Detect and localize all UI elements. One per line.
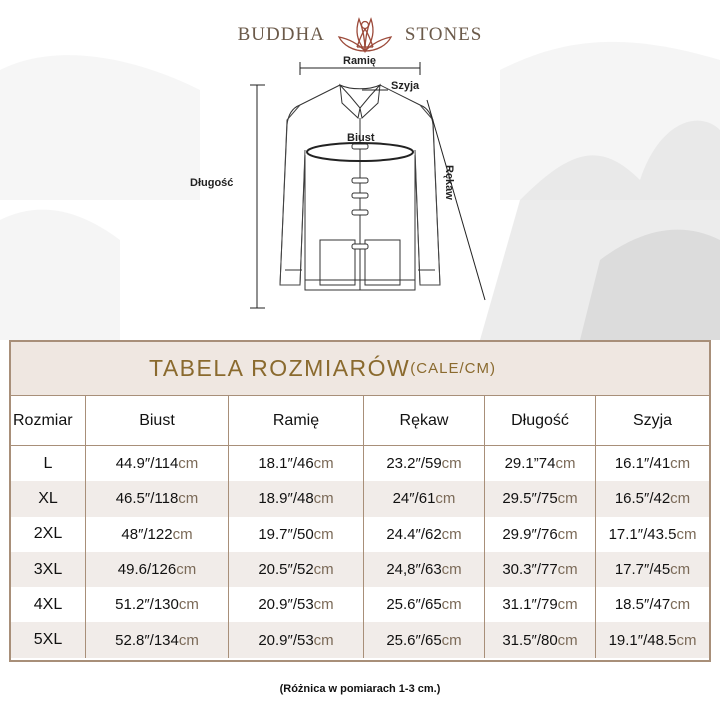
cell-value: 46.5″/118 [115, 490, 179, 508]
unit-label: cm [441, 525, 462, 543]
size-cell [11, 622, 86, 657]
cell-value: 20.9″/53 [258, 596, 314, 614]
measurement-cell [364, 517, 485, 552]
unit-label: cm [441, 561, 462, 579]
measurement-cell [485, 481, 596, 516]
cell-value: 25.6″/65 [386, 596, 442, 614]
cell-value: 29.1”74 [504, 455, 556, 473]
measurement-cell [86, 517, 229, 552]
measurement-cell [364, 446, 485, 481]
measurement-cell [229, 481, 364, 516]
unit-label: cm [441, 455, 462, 473]
brand-name-right: STONES [404, 24, 483, 45]
unit-label: cm [555, 455, 576, 473]
size-cell [11, 587, 86, 622]
unit-label: cm [313, 490, 334, 508]
size-cell [11, 552, 86, 587]
measurement-cell [596, 552, 709, 587]
measurement-cell [596, 622, 709, 657]
measurement-cell [364, 552, 485, 587]
cell-value: 17.1″/43.5 [608, 525, 677, 543]
cell-value: 2XL [33, 525, 63, 543]
measurement-cell [229, 552, 364, 587]
measurement-cell [364, 587, 485, 622]
measurement-cell [485, 587, 596, 622]
unit-label: cm [313, 455, 334, 473]
measurement-cell [229, 587, 364, 622]
cell-value: XL [38, 489, 58, 507]
cell-value: 3XL [33, 560, 63, 578]
cell-value: L [43, 454, 53, 472]
cell-value: 29.5″/75 [502, 490, 558, 508]
unit-label: cm [557, 631, 578, 649]
unit-label: cm [441, 596, 462, 614]
measurement-cell [364, 481, 485, 516]
cell-value: 44.9″/114 [115, 455, 179, 473]
cell-value: 18.5″/47 [614, 596, 671, 614]
length-label: Długość [190, 177, 234, 189]
cell-value: 18.1″/46 [258, 455, 314, 473]
bust-label: Biust [347, 132, 375, 144]
cell-value: 25.6″/65 [386, 631, 442, 649]
size-cell [11, 481, 86, 516]
unit-label: cm [557, 596, 578, 614]
cell-value: 24.4″/62 [386, 525, 442, 543]
size-cell [11, 517, 86, 552]
unit-label: cm [176, 561, 197, 579]
cell-value: 30.3″/77 [502, 561, 558, 579]
unit-label: cm [435, 490, 456, 508]
cell-value: 20.5″/52 [258, 561, 314, 579]
unit-label: cm [178, 490, 199, 508]
table-title-band [11, 342, 709, 396]
header-cell: Rękaw [364, 396, 485, 446]
table-title-unit: (CALE/CM) [410, 360, 496, 377]
unit-label: cm [441, 631, 462, 649]
unit-label: cm [676, 631, 697, 649]
cell-value: 19.1″/48.5 [608, 631, 677, 649]
unit-label: cm [670, 490, 691, 508]
measurement-cell [86, 481, 229, 516]
brand-name-left: BUDDHA [237, 24, 325, 45]
measurement-cell [596, 517, 709, 552]
neck-label: Szyja [391, 80, 420, 92]
cell-value: 16.5″/42 [614, 490, 671, 508]
cell-value: 51.2″/130 [115, 596, 179, 614]
cell-value: 18.9″/48 [258, 490, 314, 508]
unit-label: cm [670, 455, 691, 473]
unit-label: cm [557, 561, 578, 579]
header-cell: Rozmiar [11, 396, 86, 446]
measurement-cell [596, 446, 709, 481]
header-cell: Biust [86, 396, 229, 446]
cell-value: 20.9″/53 [258, 631, 314, 649]
unit-label: cm [178, 631, 199, 649]
measurement-note: (Różnica w pomiarach 1-3 cm.) [279, 683, 441, 695]
cell-value: 29.9″/76 [502, 525, 558, 543]
measurement-cell [596, 587, 709, 622]
unit-label: cm [313, 631, 334, 649]
unit-label: cm [676, 525, 697, 543]
unit-label: cm [670, 561, 691, 579]
unit-label: cm [557, 490, 578, 508]
unit-label: cm [178, 596, 199, 614]
cell-value: 52.8″/134 [115, 631, 179, 649]
unit-label: cm [313, 596, 334, 614]
measurement-cell [229, 446, 364, 481]
measurement-cell [86, 552, 229, 587]
cell-value: 31.1″/79 [502, 596, 558, 614]
unit-label: cm [313, 561, 334, 579]
measurement-cell [86, 587, 229, 622]
measurement-cell [485, 622, 596, 657]
cell-value: 19.7″/50 [258, 525, 314, 543]
jacket-diagram [0, 0, 720, 340]
table-body [11, 446, 709, 658]
size-cell [11, 446, 86, 481]
header-cell: Ramię [229, 396, 364, 446]
cell-value: 24″/61 [392, 490, 436, 508]
header-cell: Długość [485, 396, 596, 446]
cell-value: 24,8″/63 [386, 561, 442, 579]
cell-value: 23.2″/59 [386, 455, 442, 473]
cell-value: 31.5″/80 [502, 631, 558, 649]
unit-label: cm [670, 596, 691, 614]
measurement-cell [596, 481, 709, 516]
size-chart-table [9, 340, 711, 662]
cell-value: 4XL [33, 595, 63, 613]
unit-label: cm [313, 525, 334, 543]
cell-value: 49.6/126 [117, 561, 177, 579]
unit-label: cm [172, 525, 193, 543]
shoulder-label: Ramię [343, 55, 377, 67]
measurement-cell [485, 552, 596, 587]
cell-value: 5XL [33, 631, 63, 649]
cell-value: 17.7″/45 [614, 561, 671, 579]
table-title: TABELA ROZMIARÓW [149, 355, 411, 381]
measurement-cell [86, 622, 229, 657]
measurement-cell [229, 622, 364, 657]
cell-value: 16.1″/41 [614, 455, 671, 473]
sleeve-label: Rękaw [443, 165, 455, 200]
unit-label: cm [178, 455, 199, 473]
measurement-cell [364, 622, 485, 657]
unit-label: cm [557, 525, 578, 543]
header-cell: Szyja [596, 396, 709, 446]
table-header-row [11, 396, 709, 446]
measurement-cell [485, 446, 596, 481]
measurement-cell [229, 517, 364, 552]
measurement-cell [86, 446, 229, 481]
measurement-cell [485, 517, 596, 552]
cell-value: 48″/122 [121, 525, 173, 543]
